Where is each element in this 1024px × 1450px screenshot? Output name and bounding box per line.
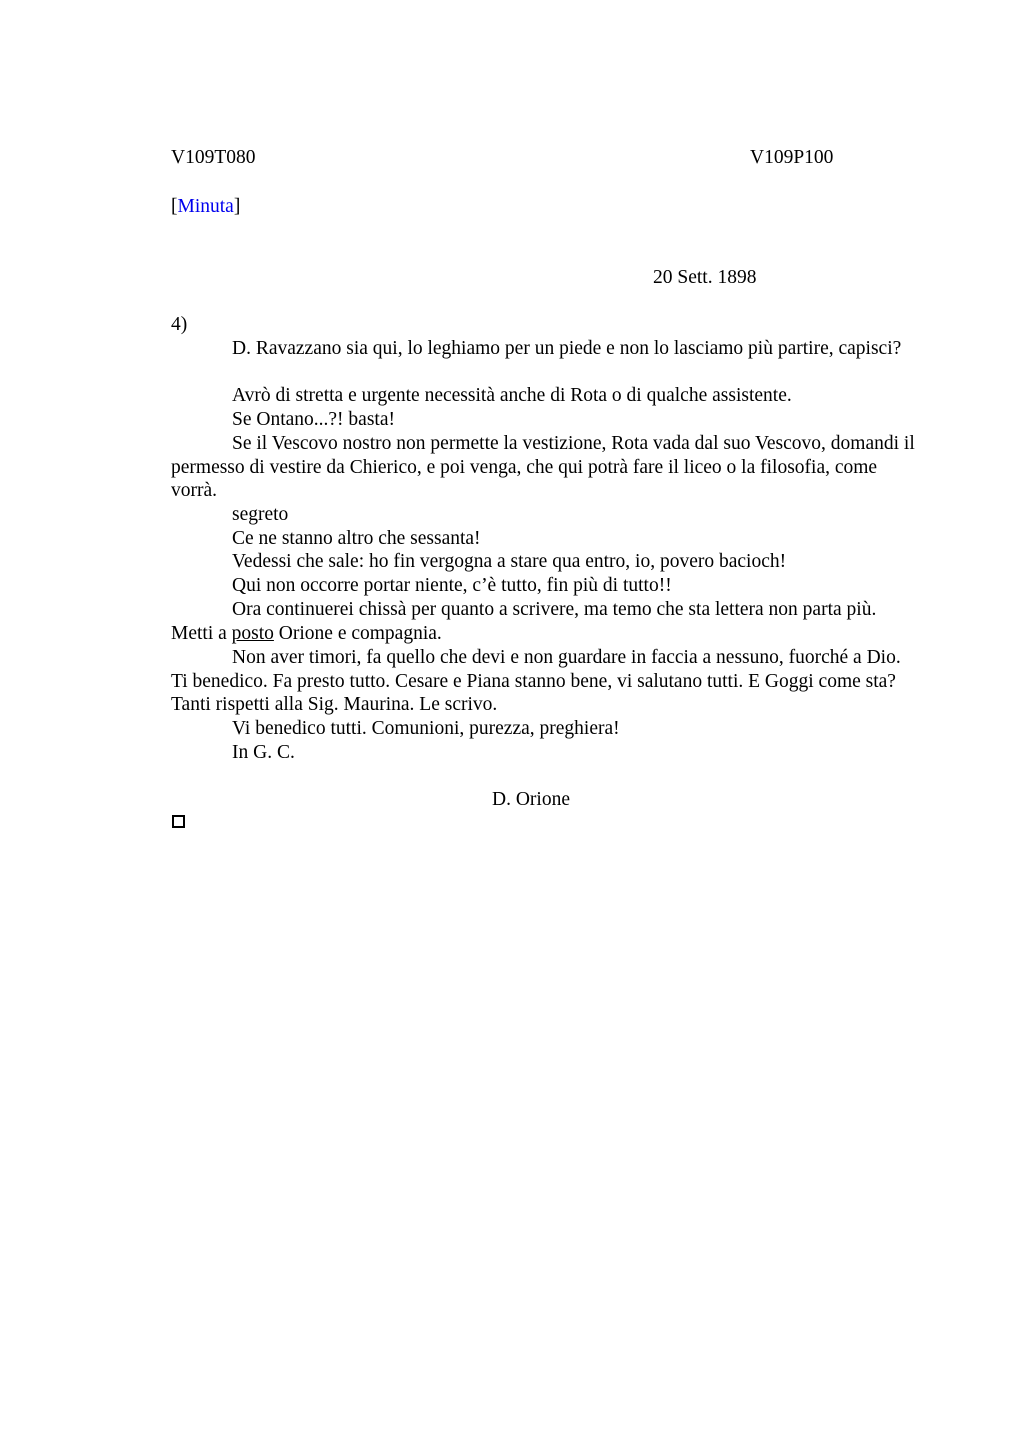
end-square-icon — [172, 815, 185, 828]
draft-note-open-bracket: [ — [171, 196, 178, 217]
paragraph-4: Se il Vescovo nostro non permette la vestizione, Rota vada dal suo Vescovo, domandi il permesso di vestire da Chierico, e poi venga, che qui potrà fare il liceo o la filosofia, come vorrà. — [171, 433, 915, 502]
paragraph-9 — [171, 598, 919, 645]
paragraph-12: In G. C. — [232, 742, 295, 763]
paragraph-10: Non aver timori, fa quello che devi e non guardare in faccia a nessuno, fuorché a Dio. Ti benedico. Fa presto tutto. Cesare e Piana stanno bene, vi salutano tutti. E Goggi come sta? Tanti rispetti alla Sig. Maurina. Le scrivo. — [171, 647, 901, 716]
paragraph-2: Avrò di stretta e urgente necessità anche di Rota o di qualche assistente. — [232, 385, 792, 406]
document-code-right: V109P100 — [750, 147, 834, 168]
draft-note-label: Minuta — [177, 196, 234, 217]
draft-note-close-bracket: ] — [233, 196, 241, 217]
paragraph-9-underlined: posto — [231, 622, 274, 644]
paragraph-9-text-b: Orione e compagnia. — [273, 622, 442, 644]
paragraph-5: segreto — [232, 504, 289, 525]
paragraph-8: Qui non occorre portar niente, c’è tutto, fin più di tutto!! — [232, 575, 672, 596]
signature: D. Orione — [492, 789, 570, 810]
paragraph-6: Ce ne stanno altro che sessanta! — [232, 528, 481, 549]
paragraph-3: Se Ontano...?! basta! — [232, 409, 395, 430]
paragraph-1: D. Ravazzano sia qui, lo leghiamo per un piede e non lo lasciamo più partire, capisci? — [232, 338, 902, 359]
document-code-left: V109T080 — [171, 147, 256, 168]
section-number: 4) — [171, 314, 188, 335]
paragraph-9-text-a: Ora continuerei chissà per quanto a scrivere, ma temo che sta lettera non parta più. Metti a — [171, 599, 877, 644]
paragraph-7: Vedessi che sale: ho fin vergogna a stare qua entro, io, povero bacioch! — [232, 551, 787, 572]
letter-date: 20 Sett. 1898 — [653, 267, 757, 288]
draft-note — [171, 195, 240, 219]
paragraph-11: Vi benedico tutti. Comunioni, purezza, preghiera! — [232, 718, 620, 739]
